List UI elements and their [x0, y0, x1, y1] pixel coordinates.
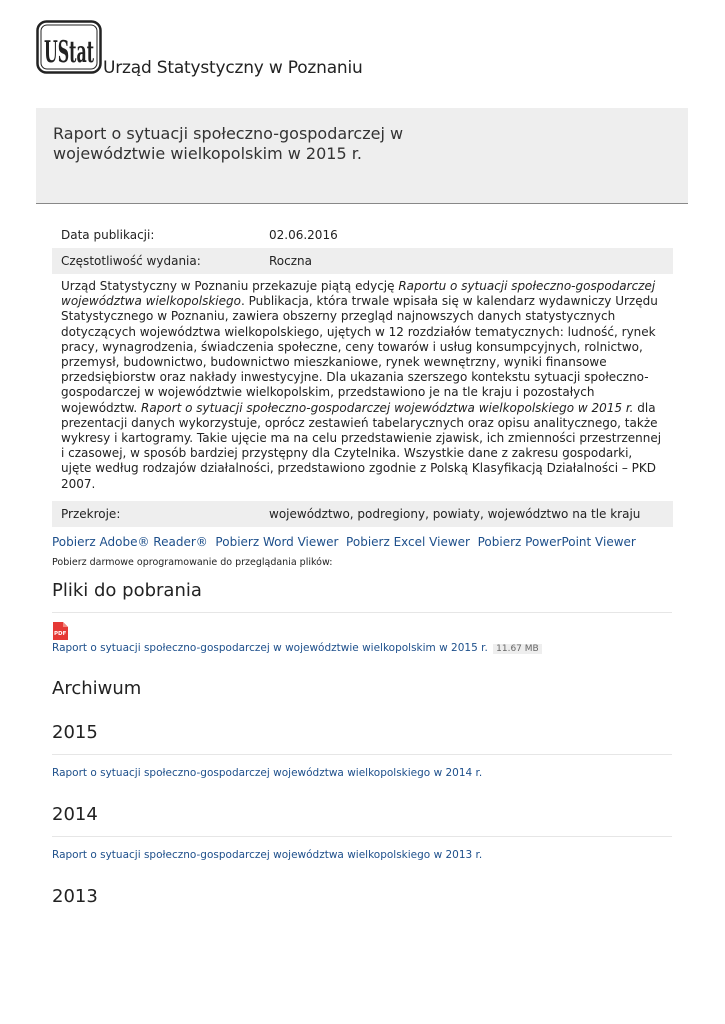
archive-link[interactable]: Raport o sytuacji społeczno-gospodarczej województwa wielkopolskiego w 2013 r. [52, 849, 483, 861]
sections-row [52, 501, 673, 527]
description-part-3: dla prezentacji danych wykorzystuje, oprócz zestawień tabelarycznych oraz opisu analitycznego, także wykresy i kartogramy. Takie ujęcie ma na celu przedstawienie zjawisk, ich zmienności przestrzennej i czasowej, w sposób bardziej przystępny dla Czytelnika. Wszystkie dane z zakresu gospodarki, ujęte według rodzajów działalności, przedstawiono zgodnie z Polską Klasyfikacją Działalności – PKD 2007. [61, 400, 662, 491]
date-label: Data publikacji: [61, 228, 155, 242]
description-part-2: . Publikacja, która trwale wpisała się w kalendarz wydawniczy Urzędu Statystycznego w Poznaniu, zawiera obszerny przegląd najnowszych danych statystycznych dotyczących województwa wielkopolskiego, ujętych w 12 rozdziałów tematycznych: ludność, rynek pracy, wynagrodzenia, świadczenia społeczne, ceny towarów i usług konsumpcyjnych, rolnictwo, przemysł, budownictwo, budownictwo mieszkaniowe, rynek wewnętrzny, wyniki finansowe przedsiębiorstw oraz nakłady inwestycyjne. Dla ukazania szerszego kontekstu sytuacji społeczno-gospodarczej w województwie wielkopolskim, przedstawiono je na tle kraju i pozostałych województw. [61, 294, 658, 415]
downloads-heading: Pliki do pobrania [52, 580, 202, 601]
archive-heading: Archiwum [52, 678, 142, 699]
description-italic-1: Raportu o sytuacji społeczno-gospodarczej województwa wielkopolskiego [61, 279, 656, 309]
viewer-links [52, 533, 672, 572]
date-value: 02.06.2016 [269, 228, 338, 242]
divider [52, 612, 672, 613]
publication-header [36, 108, 688, 204]
frequency-value: Roczna [269, 254, 312, 268]
page-title: Raport o sytuacji społeczno-gospodarczej w województwie wielkopolskim w 2015 r. [53, 124, 404, 163]
description-text [52, 274, 673, 496]
date-row [52, 222, 673, 248]
download-file-link[interactable]: Raport o sytuacji społeczno-gospodarczej w województwie wielkopolskim w 2015 r. [52, 642, 488, 654]
divider [52, 754, 672, 755]
archive-year-heading: 2013 [52, 886, 98, 907]
archive-link[interactable]: Raport o sytuacji społeczno-gospodarczej województwa wielkopolskiego w 2014 r. [52, 767, 483, 779]
viewer-note: Pobierz darmowe oprogramowanie do przeglądania plików: [52, 557, 333, 568]
ustat-logo[interactable] [36, 20, 102, 74]
pdf-icon [52, 622, 68, 640]
download-item [52, 642, 542, 654]
logo-text: UStat [44, 35, 95, 70]
frequency-row [52, 248, 673, 274]
word-viewer-link[interactable]: Pobierz Word Viewer [215, 535, 339, 549]
divider [52, 836, 672, 837]
excel-viewer-link[interactable]: Pobierz Excel Viewer [346, 535, 470, 549]
description-italic-2: Raport o sytuacji społeczno-gospodarczej województwa wielkopolskiego w 2015 r. [141, 400, 634, 415]
archive-year-heading: 2014 [52, 804, 98, 825]
description-row [52, 274, 673, 496]
pdf-icon-label: PDF [54, 631, 67, 637]
sections-value: województwo, podregiony, powiaty, województwo na tle kraju [269, 506, 641, 521]
file-size-badge: 11.67 MB [493, 644, 542, 654]
site-title[interactable]: Urząd Statystyczny w Poznaniu [103, 58, 363, 78]
frequency-label: Częstotliwość wydania: [61, 254, 201, 268]
publication-details [52, 222, 673, 527]
sections-label: Przekroje: [61, 506, 121, 521]
description-part-1: Urząd Statystyczny w Poznaniu przekazuje piątą edycję [61, 279, 399, 293]
archive-year-heading: 2015 [52, 722, 98, 743]
powerpoint-viewer-link[interactable]: Pobierz PowerPoint Viewer [477, 535, 636, 549]
adobe-reader-link[interactable]: Pobierz Adobe® Reader® [52, 535, 208, 549]
